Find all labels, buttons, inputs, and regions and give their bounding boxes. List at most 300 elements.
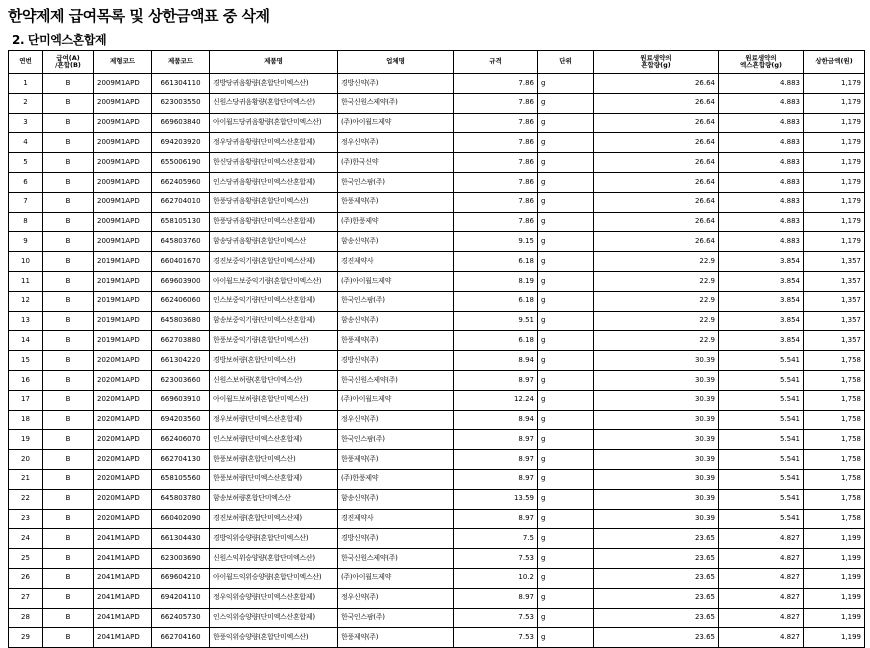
product-code-cell: 645803680 [152,311,210,331]
formulation-code-cell: 2020M1APD [94,390,152,410]
category-cell: B [43,74,94,94]
product-code-cell: 662405730 [152,608,210,628]
price-limit-cell: 1,357 [804,252,865,272]
raw-herb-amount-cell: 23.65 [594,608,719,628]
raw-herb-amount-cell: 26.64 [594,153,719,173]
specification-cell: 6.18 [454,291,538,311]
extract-amount-cell: 4.883 [719,153,804,173]
extract-amount-cell: 5.541 [719,430,804,450]
row-number-cell: 5 [9,153,43,173]
product-code-cell: 623003550 [152,93,210,113]
product-code-cell: 658105560 [152,469,210,489]
extract-amount-cell: 4.827 [719,608,804,628]
unit-cell: g [538,390,594,410]
unit-cell: g [538,291,594,311]
formulation-code-cell: 2041M1APD [94,549,152,569]
raw-herb-amount-cell: 23.65 [594,588,719,608]
category-cell: B [43,271,94,291]
table-row [9,509,865,529]
extract-amount-cell: 5.541 [719,509,804,529]
column-header: 연번 [9,51,43,74]
price-limit-cell: 1,179 [804,153,865,173]
price-limit-cell: 1,179 [804,212,865,232]
formulation-code-cell: 2020M1APD [94,430,152,450]
product-code-cell: 662406070 [152,430,210,450]
unit-cell: g [538,271,594,291]
table-row [9,113,865,133]
extract-amount-cell: 3.854 [719,252,804,272]
product-name-cell: 경방익위승양량(혼합단미엑스산) [210,529,338,549]
company-name-cell: 한국신원스제약(주) [338,370,454,390]
company-name-cell: 한풍제약(주) [338,331,454,351]
specification-cell: 8.97 [454,430,538,450]
category-cell: B [43,370,94,390]
formulation-code-cell: 2009M1APD [94,212,152,232]
unit-cell: g [538,529,594,549]
product-code-cell: 662704160 [152,628,210,648]
specification-cell: 8.97 [454,469,538,489]
formulation-code-cell: 2041M1APD [94,568,152,588]
table-row [9,351,865,371]
specification-cell: 6.18 [454,331,538,351]
extract-amount-cell: 5.541 [719,410,804,430]
product-name-cell: 인스익위승양량(단미엑스산혼합제) [210,608,338,628]
raw-herb-amount-cell: 23.65 [594,529,719,549]
unit-cell: g [538,549,594,569]
product-name-cell: 아이월드보중익기량(혼합단미엑스산) [210,271,338,291]
company-name-cell: 정우신약(주) [338,410,454,430]
product-name-cell: 함송보허량혼합단미엑스산 [210,489,338,509]
table-row [9,172,865,192]
category-cell: B [43,232,94,252]
product-name-cell: 신원스당귀음황량(혼합단미엑스산) [210,93,338,113]
raw-herb-amount-cell: 30.39 [594,430,719,450]
row-number-cell: 27 [9,588,43,608]
row-number-cell: 14 [9,331,43,351]
extract-amount-cell: 5.541 [719,469,804,489]
raw-herb-amount-cell: 26.64 [594,74,719,94]
document-title: 한약제제 급여목록 및 상한금액표 중 삭제 [8,7,270,25]
product-code-cell: 694203920 [152,133,210,153]
product-name-cell: 아이월드익위승양량(혼합단미엑스산) [210,568,338,588]
price-limit-cell: 1,758 [804,469,865,489]
company-name-cell: 함송신약(주) [338,489,454,509]
category-cell: B [43,172,94,192]
product-code-cell: 623003660 [152,370,210,390]
product-name-cell: 한풍보중익기량(혼합단미엑스산) [210,331,338,351]
table-row [9,489,865,509]
company-name-cell: (주)아이월드제약 [338,390,454,410]
extract-amount-cell: 4.883 [719,133,804,153]
formulation-code-cell: 2019M1APD [94,291,152,311]
column-header: 상한금액(원) [804,51,865,74]
row-number-cell: 22 [9,489,43,509]
company-name-cell: 경방신약(주) [338,74,454,94]
product-code-cell: 669603910 [152,390,210,410]
price-limit-cell: 1,758 [804,509,865,529]
product-name-cell: 아이월드보허량(혼합단미엑스산) [210,390,338,410]
unit-cell: g [538,232,594,252]
company-name-cell: (주)한풍제약 [338,212,454,232]
company-name-cell: 한국인스팜(주) [338,608,454,628]
product-code-cell: 660402090 [152,509,210,529]
section-subtitle: 2. 단미엑스혼합제 [12,33,107,47]
row-number-cell: 11 [9,271,43,291]
category-cell: B [43,588,94,608]
company-name-cell: 함송신약(주) [338,311,454,331]
product-code-cell: 669604210 [152,568,210,588]
company-name-cell: (주)아이월드제약 [338,568,454,588]
raw-herb-amount-cell: 26.64 [594,232,719,252]
table-row [9,410,865,430]
product-code-cell: 662704130 [152,450,210,470]
formulation-code-cell: 2009M1APD [94,74,152,94]
formulation-code-cell: 2009M1APD [94,133,152,153]
specification-cell: 7.5 [454,529,538,549]
category-cell: B [43,549,94,569]
raw-herb-amount-cell: 22.9 [594,291,719,311]
table-row [9,628,865,648]
column-header: 제품코드 [152,51,210,74]
product-code-cell: 660401670 [152,252,210,272]
category-cell: B [43,291,94,311]
unit-cell: g [538,172,594,192]
product-code-cell: 694204110 [152,588,210,608]
specification-cell: 8.97 [454,509,538,529]
table-row [9,529,865,549]
specification-cell: 8.94 [454,351,538,371]
company-name-cell: 한국인스팜(주) [338,430,454,450]
category-cell: B [43,608,94,628]
unit-cell: g [538,469,594,489]
unit-cell: g [538,430,594,450]
formulation-code-cell: 2020M1APD [94,469,152,489]
formulation-code-cell: 2041M1APD [94,628,152,648]
raw-herb-amount-cell: 30.39 [594,370,719,390]
table-row [9,192,865,212]
category-cell: B [43,351,94,371]
specification-cell: 9.15 [454,232,538,252]
product-name-cell: 정우당귀음황량(단미엑스산혼합제) [210,133,338,153]
row-number-cell: 20 [9,450,43,470]
category-cell: B [43,450,94,470]
extract-amount-cell: 3.854 [719,331,804,351]
table-row [9,133,865,153]
unit-cell: g [538,93,594,113]
extract-amount-cell: 5.541 [719,370,804,390]
column-header: 급여(A) /흔합(B) [43,51,94,74]
raw-herb-amount-cell: 30.39 [594,390,719,410]
category-cell: B [43,93,94,113]
product-name-cell: 인스당귀음황량(단미엑스산혼합제) [210,172,338,192]
row-number-cell: 23 [9,509,43,529]
raw-herb-amount-cell: 22.9 [594,252,719,272]
product-name-cell: 경방보허량(혼합단미엑스산) [210,351,338,371]
unit-cell: g [538,568,594,588]
company-name-cell: 한풍제약(주) [338,192,454,212]
price-limit-cell: 1,179 [804,232,865,252]
product-name-cell: 함송보중익기량(단미엑스산혼합제) [210,311,338,331]
specification-cell: 8.97 [454,450,538,470]
row-number-cell: 4 [9,133,43,153]
raw-herb-amount-cell: 30.39 [594,489,719,509]
formulation-code-cell: 2041M1APD [94,588,152,608]
unit-cell: g [538,212,594,232]
category-cell: B [43,153,94,173]
price-limit-cell: 1,199 [804,529,865,549]
product-name-cell: 신원스익위승양량(혼합단미엑스산) [210,549,338,569]
specification-cell: 7.86 [454,93,538,113]
row-number-cell: 13 [9,311,43,331]
unit-cell: g [538,133,594,153]
extract-amount-cell: 4.883 [719,172,804,192]
unit-cell: g [538,331,594,351]
row-number-cell: 2 [9,93,43,113]
category-cell: B [43,628,94,648]
product-name-cell: 한풍당귀음황량(혼합단미엑스산) [210,192,338,212]
category-cell: B [43,331,94,351]
row-number-cell: 9 [9,232,43,252]
table-row [9,311,865,331]
table-row [9,291,865,311]
extract-amount-cell: 4.827 [719,628,804,648]
category-cell: B [43,568,94,588]
formulation-code-cell: 2020M1APD [94,410,152,430]
specification-cell: 7.53 [454,549,538,569]
price-limit-cell: 1,758 [804,390,865,410]
price-limit-cell: 1,199 [804,588,865,608]
price-limit-cell: 1,179 [804,74,865,94]
table-row [9,450,865,470]
product-code-cell: 661304430 [152,529,210,549]
unit-cell: g [538,410,594,430]
formulation-code-cell: 2019M1APD [94,331,152,351]
product-name-cell: 정우보허량(단미엑스산혼합제) [210,410,338,430]
unit-cell: g [538,489,594,509]
specification-cell: 7.86 [454,113,538,133]
table-row [9,74,865,94]
category-cell: B [43,212,94,232]
category-cell: B [43,529,94,549]
specification-cell: 6.18 [454,252,538,272]
specification-cell: 10.2 [454,568,538,588]
price-limit-cell: 1,758 [804,430,865,450]
extract-amount-cell: 4.827 [719,529,804,549]
category-cell: B [43,113,94,133]
table-row [9,568,865,588]
specification-cell: 9.51 [454,311,538,331]
category-cell: B [43,192,94,212]
price-limit-cell: 1,179 [804,172,865,192]
row-number-cell: 21 [9,469,43,489]
table-row [9,153,865,173]
row-number-cell: 7 [9,192,43,212]
product-name-cell: 경진보허량(혼합단미엑스산제) [210,509,338,529]
row-number-cell: 28 [9,608,43,628]
row-number-cell: 1 [9,74,43,94]
formulation-code-cell: 2041M1APD [94,608,152,628]
price-limit-cell: 1,179 [804,192,865,212]
extract-amount-cell: 4.883 [719,212,804,232]
extract-amount-cell: 4.827 [719,588,804,608]
category-cell: B [43,430,94,450]
raw-herb-amount-cell: 26.64 [594,172,719,192]
product-code-cell: 662405960 [152,172,210,192]
company-name-cell: 정우신약(주) [338,588,454,608]
product-name-cell: 인스보중익기량(단미엑스산혼합제) [210,291,338,311]
raw-herb-amount-cell: 23.65 [594,568,719,588]
extract-amount-cell: 4.883 [719,93,804,113]
company-name-cell: 한국신원스제약(주) [338,549,454,569]
specification-cell: 12.24 [454,390,538,410]
raw-herb-amount-cell: 22.9 [594,331,719,351]
product-code-cell: 658105130 [152,212,210,232]
row-number-cell: 12 [9,291,43,311]
raw-herb-amount-cell: 23.65 [594,549,719,569]
product-name-cell: 인스보허량(단미엑스산혼합제) [210,430,338,450]
raw-herb-amount-cell: 26.64 [594,133,719,153]
company-name-cell: 한국인스팜(주) [338,172,454,192]
company-name-cell: 한풍제약(주) [338,628,454,648]
specification-cell: 7.86 [454,153,538,173]
row-number-cell: 29 [9,628,43,648]
product-name-cell: 한풍보허량(혼합단미엑스산) [210,450,338,470]
price-limit-cell: 1,357 [804,291,865,311]
row-number-cell: 10 [9,252,43,272]
company-name-cell: 정우신약(주) [338,133,454,153]
raw-herb-amount-cell: 30.39 [594,509,719,529]
extract-amount-cell: 4.827 [719,549,804,569]
formulation-code-cell: 2020M1APD [94,489,152,509]
table-row [9,370,865,390]
table-row [9,588,865,608]
formulation-code-cell: 2041M1APD [94,529,152,549]
unit-cell: g [538,608,594,628]
formulation-code-cell: 2009M1APD [94,172,152,192]
specification-cell: 8.97 [454,588,538,608]
product-code-cell: 669603900 [152,271,210,291]
formulation-code-cell: 2009M1APD [94,113,152,133]
extract-amount-cell: 5.541 [719,489,804,509]
formulation-code-cell: 2009M1APD [94,232,152,252]
unit-cell: g [538,153,594,173]
extract-amount-cell: 5.541 [719,351,804,371]
product-name-cell: 경방당귀음황량(혼합단미엑스산) [210,74,338,94]
product-code-cell: 645803760 [152,232,210,252]
company-name-cell: 한국인스팜(주) [338,291,454,311]
product-code-cell: 669603840 [152,113,210,133]
table-row [9,390,865,410]
company-name-cell: (주)아이월드제약 [338,271,454,291]
price-limit-cell: 1,758 [804,450,865,470]
table-row [9,331,865,351]
column-header: 업체명 [338,51,454,74]
company-name-cell: 경방신약(주) [338,351,454,371]
column-header: 원료생약의 엑스흔합량(g) [719,51,804,74]
formulation-code-cell: 2009M1APD [94,153,152,173]
row-number-cell: 19 [9,430,43,450]
category-cell: B [43,509,94,529]
category-cell: B [43,469,94,489]
price-limit-cell: 1,357 [804,331,865,351]
price-limit-cell: 1,357 [804,271,865,291]
specification-cell: 13.59 [454,489,538,509]
product-name-cell: 한신당귀음황량(단미엑스산혼합제) [210,153,338,173]
category-cell: B [43,252,94,272]
raw-herb-amount-cell: 30.39 [594,469,719,489]
price-limit-cell: 1,199 [804,628,865,648]
formulation-code-cell: 2019M1APD [94,252,152,272]
unit-cell: g [538,588,594,608]
unit-cell: g [538,192,594,212]
company-name-cell: 경진제약사 [338,509,454,529]
table-row [9,93,865,113]
row-number-cell: 25 [9,549,43,569]
formulation-code-cell: 2009M1APD [94,93,152,113]
company-name-cell: 한국신원스제약(주) [338,93,454,113]
unit-cell: g [538,74,594,94]
specification-cell: 8.94 [454,410,538,430]
product-name-cell: 한풍당귀음황량(단미엑스산혼합제) [210,212,338,232]
unit-cell: g [538,450,594,470]
deletion-table [8,50,865,648]
formulation-code-cell: 2020M1APD [94,351,152,371]
row-number-cell: 24 [9,529,43,549]
category-cell: B [43,133,94,153]
product-code-cell: 662704010 [152,192,210,212]
price-limit-cell: 1,179 [804,133,865,153]
column-header: 제형코드 [94,51,152,74]
price-limit-cell: 1,199 [804,549,865,569]
raw-herb-amount-cell: 26.64 [594,212,719,232]
product-name-cell: 한풍익위승양량(혼합단미엑스산) [210,628,338,648]
table-row [9,212,865,232]
price-limit-cell: 1,357 [804,311,865,331]
category-cell: B [43,489,94,509]
row-number-cell: 8 [9,212,43,232]
column-header: 규격 [454,51,538,74]
row-number-cell: 26 [9,568,43,588]
specification-cell: 8.97 [454,370,538,390]
row-number-cell: 3 [9,113,43,133]
column-header: 제품명 [210,51,338,74]
specification-cell: 7.86 [454,133,538,153]
table-row [9,549,865,569]
company-name-cell: 함송신약(주) [338,232,454,252]
raw-herb-amount-cell: 26.64 [594,93,719,113]
column-header: 원료생약의 흔합량(g) [594,51,719,74]
product-code-cell: 623003690 [152,549,210,569]
raw-herb-amount-cell: 30.39 [594,351,719,371]
formulation-code-cell: 2020M1APD [94,450,152,470]
extract-amount-cell: 4.883 [719,74,804,94]
product-code-cell: 661304110 [152,74,210,94]
product-code-cell: 655006190 [152,153,210,173]
table-row [9,430,865,450]
unit-cell: g [538,628,594,648]
raw-herb-amount-cell: 26.64 [594,192,719,212]
unit-cell: g [538,252,594,272]
company-name-cell: (주)아이월드제약 [338,113,454,133]
company-name-cell: 경방신약(주) [338,529,454,549]
extract-amount-cell: 5.541 [719,450,804,470]
table-header-row [9,51,865,74]
product-name-cell: 신원스보허량(혼합단미엑스산) [210,370,338,390]
specification-cell: 7.53 [454,628,538,648]
price-limit-cell: 1,179 [804,113,865,133]
specification-cell: 7.53 [454,608,538,628]
raw-herb-amount-cell: 23.65 [594,628,719,648]
